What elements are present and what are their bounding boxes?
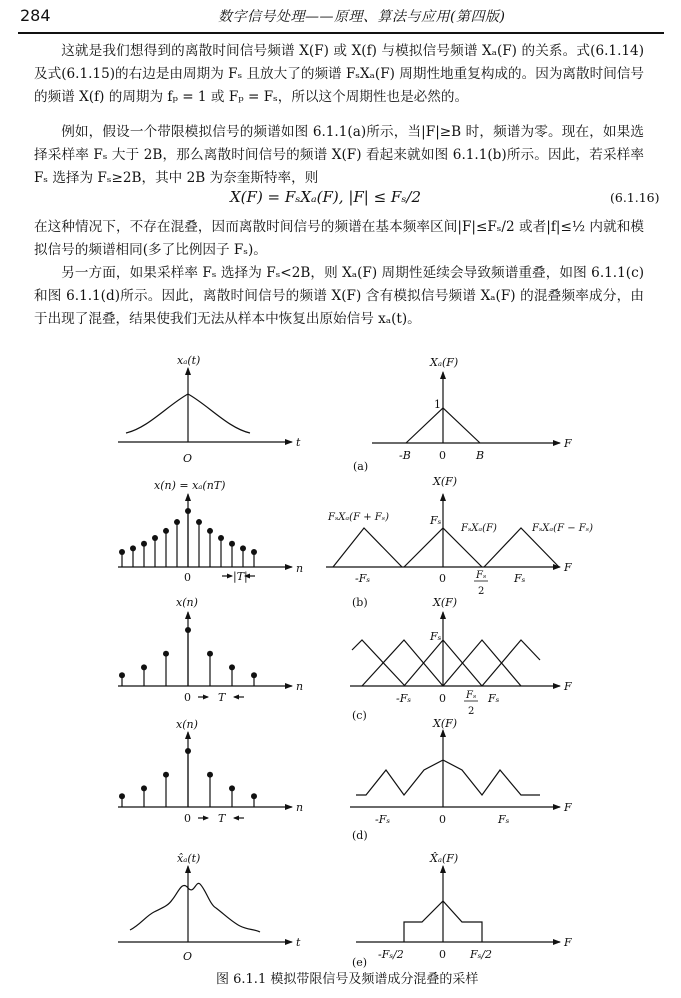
panel-b-peak-label: Fₛ	[430, 514, 442, 527]
running-title: 数字信号处理——原理、算法与应用(第四版)	[218, 9, 506, 25]
panel-d-tag: (d)	[352, 829, 368, 842]
sample-dot	[196, 519, 202, 525]
panel-c-half-numerator: Fₛ	[466, 690, 477, 701]
panel-c-tick-fs: Fₛ	[488, 692, 500, 705]
panel-c-right-xlabel: F	[564, 680, 572, 693]
paragraph-1-text: 这就是我们想得到的离散时间信号频谱 X(F) 或 X(f) 与模拟信号频谱 Xₐ(F) 的关系。式(6.1.14)及式(6.1.15)的右边是由周期为 Fₛ 且放大了的频谱 FₛXₐ(F) 周期性地重复构成的。因为离散时间信号的频谱 X(f) 的周期为 fₚ = 1 或 Fₚ = Fₛ，所以这个周期性也是必然的。	[34, 43, 644, 105]
panel-a-peak-label: 1	[434, 398, 441, 411]
panel-c-peak-label: Fₛ	[430, 630, 442, 643]
sample-dot	[119, 793, 125, 799]
panel-a-tick-zero: 0	[439, 449, 446, 462]
panel-b-left	[118, 494, 292, 576]
panel-c-left-origin: 0	[184, 691, 191, 704]
panel-d-tick-zero: 0	[439, 813, 446, 826]
panel-d-left	[118, 732, 292, 818]
panel-b-left-copy	[333, 528, 402, 567]
equation-number: (6.1.16)	[610, 190, 660, 205]
panel-e-right	[356, 866, 560, 942]
panel-c-tick-zero: 0	[439, 692, 446, 705]
panel-c-left	[118, 612, 292, 697]
panel-b-right-copy-label: FₛXₐ(F − Fₛ)	[532, 523, 593, 534]
panel-b-tag: (b)	[352, 596, 368, 609]
panel-d-tick-fs: Fₛ	[498, 813, 510, 826]
panel-b-samples	[119, 508, 257, 567]
panel-e-tag: (e)	[352, 956, 368, 969]
panel-c-copy-4	[443, 640, 521, 686]
sample-dot	[229, 664, 235, 670]
panel-e-tick-half: Fₛ/2	[470, 948, 493, 961]
sample-dot	[185, 748, 191, 754]
figure-caption: 图 6.1.1 模拟带限信号及频谱成分混叠的采样	[216, 972, 479, 987]
panel-b-period-label: |T|	[233, 570, 248, 583]
sample-dot	[185, 508, 191, 514]
panel-e-left-xlabel: t	[296, 936, 301, 949]
panel-b-half-numerator: Fₛ	[476, 570, 487, 581]
sample-dot	[152, 535, 158, 541]
panel-e-right-ylabel: X̂ₐ(F)	[430, 852, 459, 865]
sample-dot	[163, 651, 169, 657]
panel-b-tick-neg-fs: -Fₛ	[355, 572, 371, 585]
panel-b-left-copy-label: FₛXₐ(F + Fₛ)	[328, 512, 389, 523]
sample-dot	[240, 545, 246, 551]
sample-dot	[207, 528, 213, 534]
panel-c-copy-2	[362, 640, 443, 686]
sample-dot	[130, 545, 136, 551]
panel-b-left-ylabel: x(n) = xₐ(nT)	[154, 479, 226, 492]
sample-dot	[229, 785, 235, 791]
panel-a-right	[372, 372, 560, 443]
panel-a-left-origin: O	[183, 452, 193, 465]
panel-b-left-origin: 0	[184, 571, 191, 584]
panel-b-center-copy-label: FₛXₐ(F)	[461, 523, 497, 534]
panel-d-left-ylabel: x(n)	[176, 718, 198, 731]
panel-c-copy-5	[482, 640, 540, 686]
panel-d-right-ylabel: X(F)	[433, 717, 458, 730]
panel-a-tag: (a)	[353, 460, 369, 473]
sample-dot	[185, 627, 191, 633]
panel-d-right-xlabel: F	[564, 801, 572, 814]
sample-dot	[119, 549, 125, 555]
panel-d-samples	[119, 748, 257, 807]
sample-dot	[218, 535, 224, 541]
sample-dot	[141, 785, 147, 791]
panel-a-tick-b: B	[476, 449, 485, 462]
sample-dot	[163, 528, 169, 534]
paragraph-3-text: 在这种情况下，不存在混叠，因而离散时间信号的频谱在基本频率区间|F|≤Fₛ/2 或者|f|≤½ 内就和模拟信号的频谱相同(多了比例因子 Fₛ)。	[34, 219, 644, 258]
panel-d-left-xlabel: n	[296, 801, 304, 814]
panel-b-tick-zero: 0	[439, 572, 446, 585]
panel-b-right-ylabel: X(F)	[433, 475, 458, 488]
panel-c-tick-neg-fs: -Fₛ	[396, 692, 412, 705]
panel-c-right-ylabel: X(F)	[433, 596, 458, 609]
panel-e-reconstructed-curve	[130, 883, 260, 932]
sample-dot	[229, 541, 235, 547]
sample-dot	[207, 651, 213, 657]
sample-dot	[251, 672, 257, 678]
sample-dot	[251, 793, 257, 799]
equation-6-1-16: X(F) = FₛXₐ(F), |F| ≤ Fₛ/2	[230, 188, 421, 206]
panel-e-left-origin: O	[183, 950, 193, 963]
panel-d-left-origin: 0	[184, 812, 191, 825]
sample-dot	[207, 772, 213, 778]
panel-d-tick-neg-fs: -Fₛ	[375, 813, 391, 826]
paragraph-2-text: 例如，假设一个带限模拟信号的频谱如图 6.1.1(a)所示，当|F|≥B 时，频谱为零。现在，如果选择采样率 Fₛ 大于 2B，那么离散时间信号的频谱 X(F) 看起来就如图 6.1.1(b)所示。因此，若采样率 Fₛ 选择为 Fₛ≥2B，其中 2B 为奈奎斯特率，则	[34, 124, 644, 186]
panel-e-tick-neg-half: -Fₛ/2	[378, 948, 404, 961]
panel-b-right-xlabel: F	[564, 561, 572, 574]
panel-c-left-ylabel: x(n)	[176, 596, 198, 609]
panel-a-tick-neg-b: -B	[399, 449, 411, 462]
panel-a-left	[118, 368, 292, 442]
panel-d-right	[350, 730, 560, 807]
panel-e-left	[118, 866, 292, 942]
panel-b-tick-fs: Fₛ	[514, 572, 526, 585]
panel-b-half-denominator: 2	[478, 586, 485, 597]
panel-c-half-denominator: 2	[468, 706, 475, 717]
panel-c-left-xlabel: n	[296, 680, 304, 693]
sample-dot	[141, 664, 147, 670]
sample-dot	[174, 519, 180, 525]
panel-d-aliased-spectrum	[356, 760, 540, 795]
panel-c-right	[350, 612, 560, 686]
panel-b-right	[326, 494, 560, 567]
panel-c-tag: (c)	[352, 709, 367, 722]
page-number: 284	[20, 6, 51, 25]
sample-dot	[141, 541, 147, 547]
panel-c-period-label: T	[218, 691, 226, 704]
sample-dot	[119, 672, 125, 678]
panel-a-right-ylabel: Xₐ(F)	[430, 356, 459, 369]
panel-a-left-xlabel: t	[296, 436, 301, 449]
sample-dot	[163, 772, 169, 778]
panel-e-left-ylabel: x̂ₐ(t)	[177, 852, 201, 865]
panel-a-left-ylabel: xₐ(t)	[177, 354, 201, 367]
sample-dot	[251, 549, 257, 555]
panel-a-right-xlabel: F	[564, 437, 572, 450]
panel-b-left-xlabel: n	[296, 562, 304, 575]
panel-e-tick-zero: 0	[439, 948, 446, 961]
panel-d-period-label: T	[218, 812, 226, 825]
paragraph-4-text: 另一方面，如果采样率 Fₛ 选择为 Fₛ<2B，则 Xₐ(F) 周期性延续会导致频谱重叠，如图 6.1.1(c)和图 6.1.1(d)所示。因此，离散时间信号的频谱 X(F) 含有模拟信号频谱 Xₐ(F) 的混叠频率成分，由于出现了混叠，结果使我们无法从样本中恢复出原始信号 xₐ(t)。	[34, 265, 644, 327]
panel-e-right-xlabel: F	[564, 936, 572, 949]
panel-c-samples	[119, 627, 257, 686]
